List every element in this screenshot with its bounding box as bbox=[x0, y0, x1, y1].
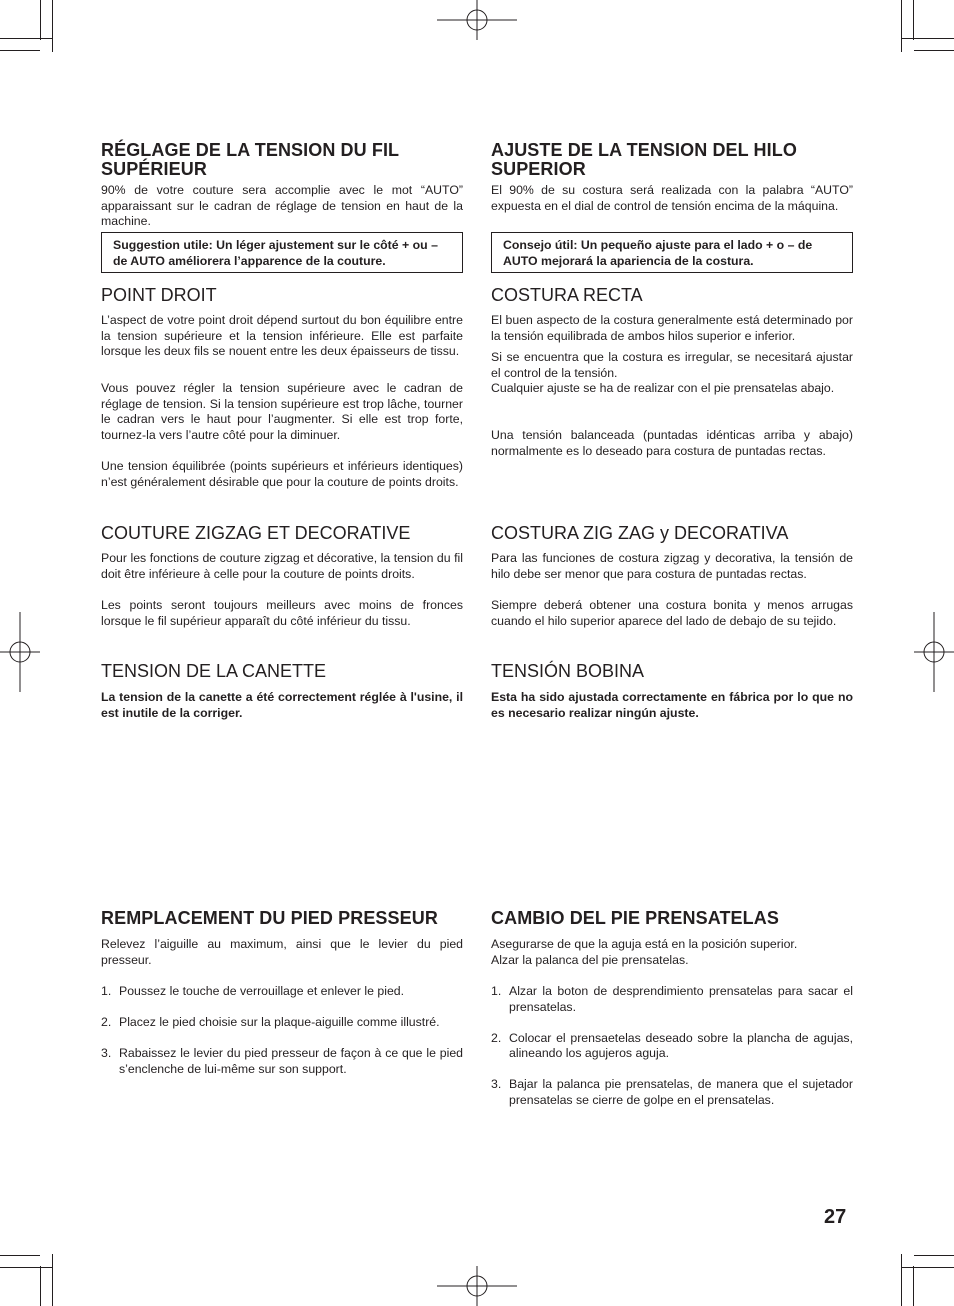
tension-paragraph: El 90% de su costura será realizada con la palabra “AUTO” expuesta en el dial de control de tensión encima de la máquina. bbox=[491, 183, 853, 213]
straight-stitch-heading: POINT DROIT bbox=[101, 285, 217, 305]
list-item: 2. Colocar el prensaetelas deseado sobre la plancha de agujas, alineando los agujeros aguja. bbox=[491, 1030, 853, 1060]
presser-foot-intro: Relevez l’aiguille au maximum, ainsi que le levier du pied presseur. bbox=[101, 937, 463, 967]
straight-paragraph-3: Une tension équilibrée (points supérieurs et inférieurs identiques) n’est généralement désirable que pour la couture de points droits. bbox=[101, 459, 463, 489]
presser-foot-steps bbox=[491, 984, 853, 1108]
tension-heading: RÉGLAGE DE LA TENSION DU FIL SUPÉRIEUR bbox=[101, 140, 399, 179]
list-item: 1. Alzar la boton de desprendimiento prensatelas para sacar el prensatelas. bbox=[491, 984, 853, 1014]
zigzag-paragraph-2: Siempre deberá obtener una costura bonita y menos arrugas cuando el hilo superior aparece del lado de debajo de su tejido. bbox=[491, 598, 853, 628]
bobbin-paragraph: La tension de la canette a été correctement réglée à l'usine, il est inutile de la corriger. bbox=[101, 690, 463, 720]
page-number: 27 bbox=[824, 1206, 847, 1228]
registration-mark-left bbox=[0, 612, 40, 692]
straight-paragraph-1: L’aspect de votre point droit dépend surtout du bon équilibre entre la tension supérieure et la tension inférieure. Elle est parfaite lorsque les deux fils se nouent entre les deux épaisseurs de tissu. bbox=[101, 313, 463, 358]
straight-paragraph-2: Vous pouvez régler la tension supérieure avec le cadran de réglage de tension. Si la tension supérieure est trop lâche, tourner le cadran vers le haut pour l’augmenter. Si elle est trop forte, tournez-la vers l’autre côté pour la diminuer. bbox=[101, 381, 463, 442]
straight-paragraph-2b: Cualquier ajuste se ha de realizar con el pie prensatelas abajo. bbox=[491, 381, 835, 395]
presser-foot-intro-2: Alzar la palanca del pie prensatelas. bbox=[491, 953, 689, 967]
zigzag-paragraph-2: Les points seront toujours meilleurs avec moins de fronces lorsque le fil supérieur apparaît du côté inférieur du tissu. bbox=[101, 598, 463, 628]
tension-paragraph: 90% de votre couture sera accomplie avec le mot “AUTO” apparaissant sur le cadran de réglage de tension en haut de la machine. bbox=[101, 183, 463, 228]
list-item: 2. Placez le pied choisie sur la plaque-aiguille comme illustré. bbox=[101, 1015, 440, 1029]
zigzag-heading: COSTURA ZIG ZAG y DECORATIVA bbox=[491, 523, 789, 543]
presser-foot-steps bbox=[101, 984, 463, 1077]
presser-foot-heading: CAMBIO DEL PIE PRENSATELAS bbox=[491, 908, 779, 928]
straight-stitch-heading: COSTURA RECTA bbox=[491, 285, 643, 305]
tension-heading: AJUSTE DE LA TENSION DEL HILO SUPERIOR bbox=[491, 140, 797, 179]
list-item: 1. Poussez le touche de verrouillage et enlever le pied. bbox=[101, 984, 405, 998]
presser-foot-heading: REMPLACEMENT DU PIED PRESSEUR bbox=[101, 908, 438, 928]
bobbin-heading: TENSIÓN BOBINA bbox=[491, 661, 645, 681]
zigzag-heading: COUTURE ZIGZAG ET DECORATIVE bbox=[101, 523, 411, 543]
zigzag-paragraph-1: Para las funciones de costura zigzag y decorativa, la tensión de hilo debe ser menor que para costura de puntadas rectas. bbox=[491, 551, 853, 581]
zigzag-paragraph-1: Pour les fonctions de couture zigzag et décorative, la tension du fil doit être inférieure à celle pour la couture de points droits. bbox=[101, 551, 463, 581]
straight-paragraph-2a: Si se encuentra que la costura es irregular, se necesitará ajustar el control de la tensión. bbox=[491, 350, 853, 380]
straight-paragraph-3: Una tensión balanceada (puntadas idénticas arriba y abajo) normalmente es lo deseado para costura de puntadas rectas. bbox=[491, 428, 853, 458]
bobbin-heading: TENSION DE LA CANETTE bbox=[101, 661, 327, 681]
bobbin-paragraph: Esta ha sido ajustada correctamente en fábrica por lo que no es necesario realizar ningún ajuste. bbox=[491, 690, 853, 720]
registration-mark-bottom bbox=[437, 1266, 517, 1306]
registration-mark-right bbox=[914, 612, 954, 692]
tip-box: Consejo útil: Un pequeño ajuste para el lado + o – de AUTO mejorará la apariencia de la costura. bbox=[491, 232, 853, 273]
list-item: 3. Rabaissez le levier du pied presseur de façon à ce que le pied s’enclenche de lui-même sur son support. bbox=[101, 1046, 463, 1076]
registration-mark-top bbox=[437, 0, 517, 40]
straight-paragraph-1: El buen aspecto de la costura generalmente está determinado por la tensión equilibrada de ambos hilos superior e inferior. bbox=[491, 313, 853, 343]
list-item: 3. Bajar la palanca pie prensatelas, de manera que el sujetador prensatelas se cierre de golpe en el prensatelas. bbox=[491, 1077, 853, 1107]
tip-box: Suggestion utile: Un léger ajustement sur le côté + ou – de AUTO améliorera l’apparence de la couture. bbox=[101, 232, 463, 273]
presser-foot-intro-1: Asegurarse de que la aguja está en la posición superior. bbox=[491, 937, 798, 951]
